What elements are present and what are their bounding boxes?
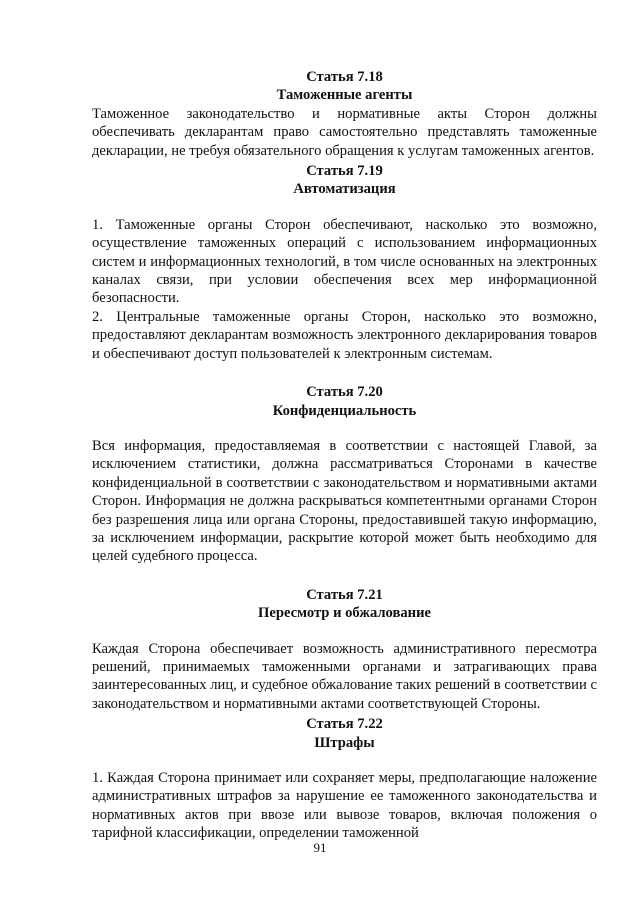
article-title: Автоматизация	[293, 181, 396, 198]
article-number: Статья 7.22	[306, 716, 383, 733]
paragraph: 1. Каждая Сторона принимает или сохраняет меры, предполагающие наложение административных штрафов за нарушение ее таможенного законодательства и нормативных актов при ввозе или вывозе товаров, включая положения о тарифной классификации, определении таможенной	[92, 770, 597, 842]
paragraph: Каждая Сторона обеспечивает возможность административного пересмотра решений, принимаемых таможенными органами и затрагивающих права заинтересованных лиц, и судебное обжалование таких решений в соответствии с законодательством и нормативными актами соответствующей Стороны.	[92, 640, 597, 712]
page-number: 91	[313, 840, 327, 855]
article-number: Статья 7.18	[306, 69, 383, 85]
article-number: Статья 7.19	[306, 163, 383, 180]
paragraph: Таможенное законодательство и нормативные акты Сторон должны обеспечивать декларантам право самостоятельно представлять таможенные декларации, не требуя обязательного обращения к услугам таможенных агентов.	[92, 105, 597, 159]
article-number: Статья 7.21	[306, 586, 383, 603]
article-title: Штрафы	[314, 734, 375, 751]
paragraph: 2. Центральные таможенные органы Сторон, насколько это возможно, предоставляют декларантам возможность электронного декларирования товаров и обеспечивают доступ пользователей к электронным системам.	[92, 308, 597, 362]
document-body	[92, 68, 597, 843]
paragraph: Вся информация, предоставляемая в соответствии с настоящей Главой, за исключением статистики, должна рассматриваться Сторонами в качестве конфиденциальной в соответствии с законодательством и нормативными актами Сторон. Информация не должна раскрываться компетентными органами Сторон без разрешения лица или органа Стороны, предоставившей такую информацию, за исключением информации, раскрытие которой может быть необходимо для целей судебного процесса.	[92, 437, 597, 565]
article-title: Таможенные агенты	[276, 87, 413, 104]
article-title: Конфиденциальность	[272, 402, 417, 419]
article-number: Статья 7.20	[306, 384, 383, 401]
paragraph: 1. Таможенные органы Сторон обеспечивают, насколько это возможно, осуществление таможенных операций с использованием информационных систем и информационных технологий, в том числе основанных на электронных каналах связи, при условии обеспечения всех мер информационной безопасности.	[92, 216, 597, 307]
article-title: Пересмотр и обжалование	[258, 605, 431, 622]
